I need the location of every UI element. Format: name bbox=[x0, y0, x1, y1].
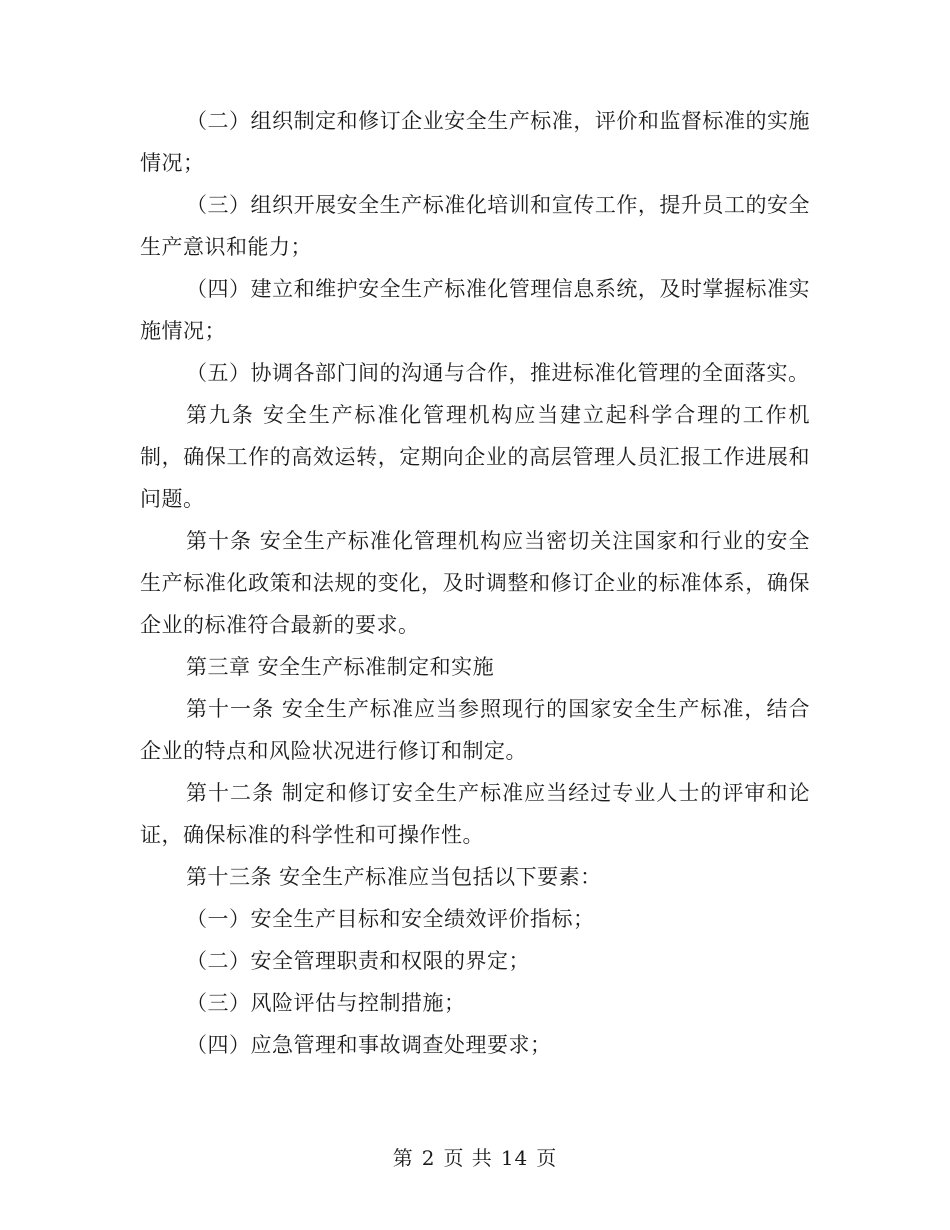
paragraph: （四）建立和维护安全生产标准化管理信息系统，及时掌握标准实施情况； bbox=[140, 277, 810, 343]
total-pages-number: 14 bbox=[500, 1146, 529, 1170]
article-paragraph: 第十二条 制定和修订安全生产标准应当经过专业人士的评审和论证，确保标准的科学性和可操作性。 bbox=[140, 781, 810, 847]
article-paragraph: 第九条 安全生产标准化管理机构应当建立起科学合理的工作机制，确保工作的高效运转，定期向企业的高层管理人员汇报工作进展和问题。 bbox=[140, 403, 810, 511]
article-paragraph: 第十一条 安全生产标准应当参照现行的国家安全生产标准，结合企业的特点和风险状况进行修订和制定。 bbox=[140, 697, 810, 763]
list-item: （三）风险评估与控制措施； bbox=[186, 991, 466, 1015]
list-item: （一）安全生产目标和安全绩效评价指标； bbox=[186, 907, 595, 931]
current-page-number: 2 bbox=[421, 1146, 436, 1170]
article-paragraph: 第十条 安全生产标准化管理机构应当密切关注国家和行业的安全生产标准化政策和法规的变化，及时调整和修订企业的标准体系，确保企业的标准符合最新的要求。 bbox=[140, 529, 810, 637]
page-label-mid: 页 共 bbox=[443, 1146, 493, 1170]
page-label-suffix: 页 bbox=[536, 1146, 558, 1170]
list-item: （二）安全管理职责和权限的界定； bbox=[186, 949, 530, 973]
paragraph: （二）组织制定和修订企业安全生产标准，评价和监督标准的实施情况； bbox=[140, 109, 810, 175]
paragraph: （三）组织开展安全生产标准化培训和宣传工作，提升员工的安全生产意识和能力； bbox=[140, 193, 810, 259]
article-paragraph: 第十三条 安全生产标准应当包括以下要素： bbox=[186, 865, 602, 889]
list-item: （四）应急管理和事故调查处理要求； bbox=[186, 1033, 552, 1057]
document-body bbox=[140, 100, 810, 1066]
page-label-prefix: 第 bbox=[392, 1146, 414, 1170]
page-footer bbox=[0, 1142, 950, 1171]
paragraph: （五）协调各部门间的沟通与合作，推进标准化管理的全面落实。 bbox=[186, 361, 810, 385]
chapter-heading: 第三章 安全生产标准制定和实施 bbox=[186, 655, 495, 679]
